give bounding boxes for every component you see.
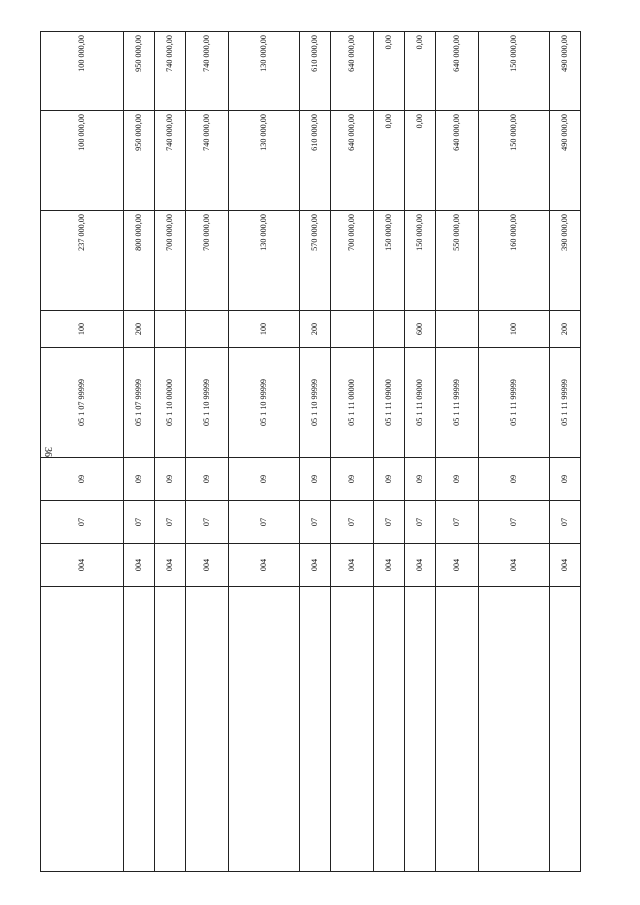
cell-amount-1: 700 000,00 xyxy=(331,211,374,311)
table-row xyxy=(550,32,581,872)
cell-vr xyxy=(436,311,479,348)
cell-amount-3: 0,00 xyxy=(374,32,405,111)
cell-name xyxy=(124,587,155,872)
table-row xyxy=(300,32,331,872)
cell-csr: 05 1 11 99999 xyxy=(550,348,581,458)
cell-ved: 004 xyxy=(124,544,155,587)
cell-ved: 004 xyxy=(405,544,436,587)
cell-amount-1: 160 000,00 xyxy=(479,211,550,311)
table-row xyxy=(479,32,550,872)
cell-amount-3: 610 000,00 xyxy=(300,32,331,111)
cell-rz: 07 xyxy=(186,501,229,544)
cell-vr: 100 xyxy=(479,311,550,348)
cell-ved: 004 xyxy=(186,544,229,587)
cell-rz: 07 xyxy=(479,501,550,544)
cell-pr: 09 xyxy=(41,458,124,501)
cell-amount-2: 0,00 xyxy=(374,111,405,211)
cell-csr: 05 1 10 99999 xyxy=(186,348,229,458)
cell-name xyxy=(436,587,479,872)
page-number: 36 xyxy=(42,447,53,457)
cell-name xyxy=(405,587,436,872)
table-row xyxy=(124,32,155,872)
cell-amount-1: 130 000,00 xyxy=(229,211,300,311)
cell-vr xyxy=(331,311,374,348)
cell-name xyxy=(155,587,186,872)
cell-pr: 09 xyxy=(436,458,479,501)
cell-ved: 004 xyxy=(550,544,581,587)
cell-rz: 07 xyxy=(436,501,479,544)
cell-rz: 07 xyxy=(331,501,374,544)
cell-pr: 09 xyxy=(155,458,186,501)
cell-pr: 09 xyxy=(300,458,331,501)
table-row xyxy=(186,32,229,872)
cell-pr: 09 xyxy=(186,458,229,501)
cell-amount-1: 800 000,00 xyxy=(124,211,155,311)
table-row xyxy=(436,32,479,872)
cell-name xyxy=(300,587,331,872)
budget-table xyxy=(40,31,581,872)
cell-amount-3: 130 000,00 xyxy=(229,32,300,111)
cell-amount-3: 150 000,00 xyxy=(479,32,550,111)
cell-vr: 600 xyxy=(405,311,436,348)
cell-amount-2: 100 000,00 xyxy=(41,111,124,211)
cell-amount-2: 950 000,00 xyxy=(124,111,155,211)
cell-amount-2: 490 000,00 xyxy=(550,111,581,211)
cell-amount-3: 740 000,00 xyxy=(186,32,229,111)
cell-rz: 07 xyxy=(300,501,331,544)
cell-amount-3: 490 000,00 xyxy=(550,32,581,111)
cell-amount-1: 570 000,00 xyxy=(300,211,331,311)
cell-vr: 200 xyxy=(550,311,581,348)
cell-amount-3: 640 000,00 xyxy=(436,32,479,111)
cell-ved: 004 xyxy=(479,544,550,587)
table-row xyxy=(155,32,186,872)
cell-amount-2: 150 000,00 xyxy=(479,111,550,211)
cell-ved: 004 xyxy=(41,544,124,587)
cell-pr: 09 xyxy=(331,458,374,501)
cell-amount-1: 390 000,00 xyxy=(550,211,581,311)
cell-ved: 004 xyxy=(300,544,331,587)
cell-vr: 200 xyxy=(300,311,331,348)
cell-csr: 05 1 10 00000 xyxy=(155,348,186,458)
cell-amount-1: 150 000,00 xyxy=(405,211,436,311)
table-row xyxy=(229,32,300,872)
cell-csr: 05 1 10 99999 xyxy=(229,348,300,458)
cell-name xyxy=(186,587,229,872)
cell-pr: 09 xyxy=(405,458,436,501)
table-row xyxy=(41,32,124,872)
table-row xyxy=(405,32,436,872)
table-row xyxy=(374,32,405,872)
cell-amount-1: 150 000,00 xyxy=(374,211,405,311)
cell-amount-2: 130 000,00 xyxy=(229,111,300,211)
cell-pr: 09 xyxy=(229,458,300,501)
cell-vr: 100 xyxy=(229,311,300,348)
cell-ved: 004 xyxy=(155,544,186,587)
cell-amount-3: 950 000,00 xyxy=(124,32,155,111)
cell-amount-3: 740 000,00 xyxy=(155,32,186,111)
cell-csr: 05 1 11 99999 xyxy=(436,348,479,458)
cell-rz: 07 xyxy=(41,501,124,544)
cell-rz: 07 xyxy=(229,501,300,544)
cell-rz: 07 xyxy=(374,501,405,544)
cell-pr: 09 xyxy=(479,458,550,501)
cell-amount-1: 700 000,00 xyxy=(186,211,229,311)
cell-vr xyxy=(186,311,229,348)
cell-amount-3: 640 000,00 xyxy=(331,32,374,111)
cell-csr: 05 1 11 09000 xyxy=(405,348,436,458)
cell-name xyxy=(229,587,300,872)
cell-ved: 004 xyxy=(436,544,479,587)
cell-amount-1: 550 000,00 xyxy=(436,211,479,311)
cell-csr: 05 1 11 99999 xyxy=(479,348,550,458)
cell-pr: 09 xyxy=(124,458,155,501)
cell-csr: 05 1 10 99999 xyxy=(300,348,331,458)
cell-name xyxy=(479,587,550,872)
cell-amount-2: 640 000,00 xyxy=(436,111,479,211)
cell-pr: 09 xyxy=(550,458,581,501)
cell-amount-1: 237 000,00 xyxy=(41,211,124,311)
cell-ved: 004 xyxy=(331,544,374,587)
cell-name xyxy=(550,587,581,872)
cell-rz: 07 xyxy=(550,501,581,544)
cell-csr: 05 1 11 09000 xyxy=(374,348,405,458)
budget-table-body xyxy=(41,32,581,872)
cell-amount-3: 100 000,00 xyxy=(41,32,124,111)
cell-name xyxy=(374,587,405,872)
cell-csr: 05 1 07 99999 xyxy=(41,348,124,458)
cell-amount-2: 610 000,00 xyxy=(300,111,331,211)
cell-amount-2: 740 000,00 xyxy=(186,111,229,211)
cell-pr: 09 xyxy=(374,458,405,501)
cell-rz: 07 xyxy=(124,501,155,544)
cell-amount-3: 0,00 xyxy=(405,32,436,111)
rotated-page-content xyxy=(40,32,600,872)
cell-rz: 07 xyxy=(155,501,186,544)
cell-vr xyxy=(374,311,405,348)
cell-rz: 07 xyxy=(405,501,436,544)
cell-ved: 004 xyxy=(374,544,405,587)
cell-csr: 05 1 07 99999 xyxy=(124,348,155,458)
cell-amount-2: 0,00 xyxy=(405,111,436,211)
cell-name xyxy=(41,587,124,872)
cell-amount-2: 740 000,00 xyxy=(155,111,186,211)
cell-amount-1: 700 000,00 xyxy=(155,211,186,311)
cell-csr: 05 1 11 00000 xyxy=(331,348,374,458)
cell-amount-2: 640 000,00 xyxy=(331,111,374,211)
table-row xyxy=(331,32,374,872)
cell-ved: 004 xyxy=(229,544,300,587)
cell-vr: 100 xyxy=(41,311,124,348)
cell-vr xyxy=(155,311,186,348)
cell-name xyxy=(331,587,374,872)
cell-vr: 200 xyxy=(124,311,155,348)
